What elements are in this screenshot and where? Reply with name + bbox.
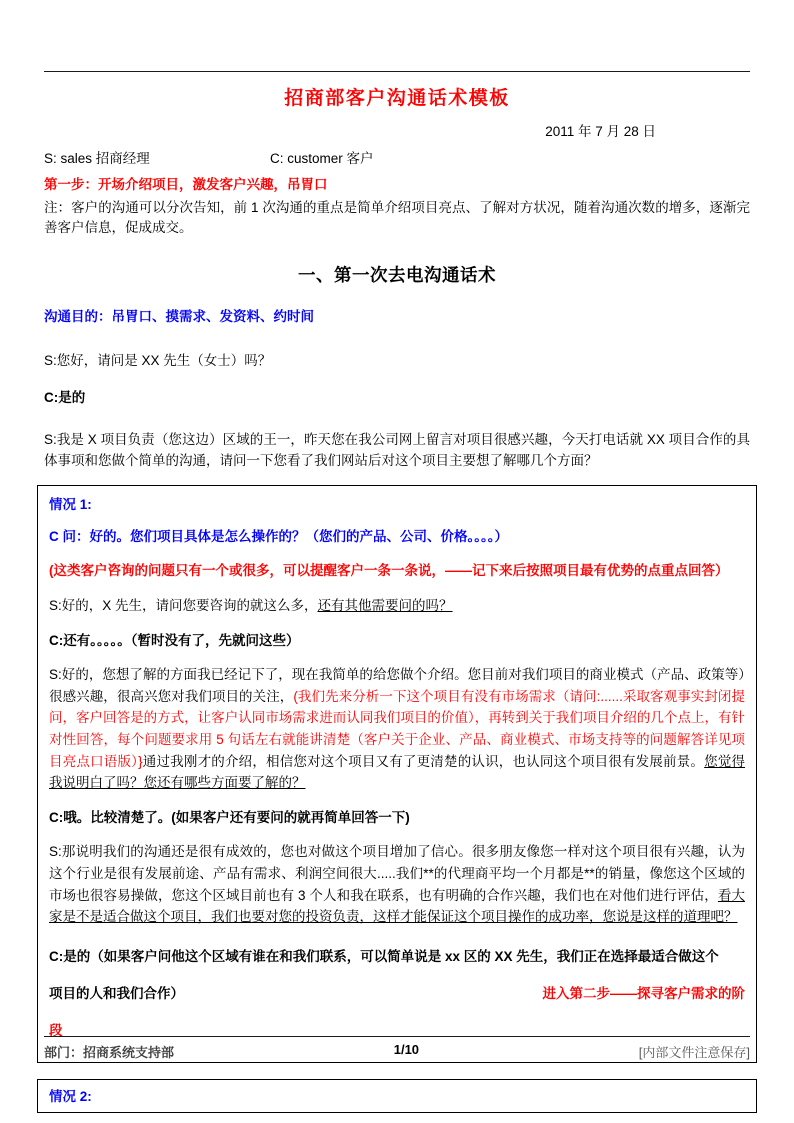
case-1-box: [37, 485, 757, 1063]
footer-notice: [内部文件注意保存]: [638, 1045, 750, 1060]
footer: [44, 1042, 750, 1061]
section-heading: 一、第一次去电沟通话术: [298, 264, 496, 285]
role-sales-label: S: sales 招商经理: [44, 151, 150, 166]
customer-reply-3-line-1: C:是的（如果客户问他这个区域有谁在和我们联系，可以简单说是 xx 区的 XX 先生，我们正在选择最适合做这个: [49, 948, 719, 964]
sales-reply-2-black-1: S:好的，您想了解的方面我已经记下了，现在我简单的给您做个介绍。您目前对我们项目的商业模式（产品、政策等）很感兴趣，很高兴您对我们项目的关注，: [49, 667, 745, 704]
sales-reply-1-text: S:好的，X 先生，请问您要咨询的就这么多，: [49, 598, 318, 614]
case-1-label: 情况 1:: [49, 496, 92, 512]
footer-department: 部门：招商系统支持部: [44, 1045, 175, 1060]
case-1-red-tip: (这类客户咨询的问题只有一个或很多，可以提醒客户一条一条说，——记下来后按照项目最有优势的点重点回答）: [49, 563, 729, 579]
page-total: /10: [400, 1042, 420, 1057]
sales-reply-3-text: S:那说明我们的沟通还是很有成效的，您也对做这个项目增加了信心。很多朋友像您一样对这个项目很有兴趣，认为这个行业是很有发展前途、产品有需求、利润空间很大.....我们**的代理商平均一个月都是**的销量，像您这个区域的市场也很容易操做，您这个区域目前也有 3 个人和我在联系，也有明确的合作兴趣，我们也在对他们进行评估，: [49, 844, 745, 903]
purpose-line: 沟通目的：吊胃口、摸需求、发资料、约时间: [44, 308, 314, 324]
next-step-note: 进入第二步——探寻客户需求的阶: [542, 985, 745, 1001]
footer-page-number: [394, 1042, 419, 1057]
note-paragraph: 注：客户的沟通可以分次告知，前 1 次沟通的重点是简单介绍项目亮点、了解对方状况，随着沟通次数的增多，逐渐完善客户信息，促成成交。: [44, 200, 750, 236]
role-customer-label: C: customer 客户: [270, 151, 374, 166]
case-2-box: [37, 1079, 757, 1113]
case-1-sales-reply-3: [49, 841, 745, 927]
document-title: 招商部客户沟通话术模板: [284, 88, 510, 109]
case-1-customer-question: C 问：好的。您们项目具体是怎么操作的？（您们的产品、公司、价格。。。。）: [49, 528, 508, 544]
sales-line-1: S:您好，请问是 XX 先生（女士）吗？: [44, 352, 272, 368]
step-one-heading: 第一步：开场介绍项目，激发客户兴趣，吊胃口: [44, 177, 328, 192]
case-1-customer-reply-1: C:还有。。。。。（暂时没有了，先就问这些）: [49, 632, 300, 648]
roles-legend: [44, 147, 750, 167]
next-step-note-wrap: 段: [49, 1022, 63, 1038]
customer-line-1: C:是的: [44, 390, 86, 406]
case-1-sales-reply-1: [49, 595, 745, 617]
customer-reply-3-line-2: [49, 975, 745, 1012]
case-2-label: 情况 2:: [49, 1088, 92, 1104]
page-current: 1: [393, 1042, 401, 1057]
document-date: 2011 年 7 月 28 日: [545, 124, 656, 139]
sales-reply-2-red: (我们先来分析一下这个项目有没有市场需求（请问:......采取客观事实封闭提问，客户回答是的方式，让客户认同市场需求进而认同我们项目的价值），再转到关于我们项目介绍的几个点上，有针对性回答，每个问题要求用 5 句话左右就能讲清楚（客户关于企业、产品、商业模式、市场支持等的问题解答详见项目亮点口语版）}: [49, 688, 746, 769]
case-1-customer-reply-2: C:哦。比较清楚了。(如果客户还有要问的就再简单回答一下): [49, 809, 410, 825]
document-body: [0, 83, 794, 1113]
sales-reply-2-black-2: 通过我刚才的介绍，相信您对这个项目又有了更清楚的认识，也认同这个项目很有发展前景。: [142, 753, 705, 769]
customer-reply-3-left: 项目的人和我们合作）: [49, 985, 184, 1001]
case-1-sales-reply-2: [49, 664, 745, 794]
sales-reply-2-underlined: 您觉得我说明白了吗？您还有哪些方面要了解的？: [49, 753, 746, 791]
sales-reply-1-underlined: 还有其他需要问的吗？: [317, 598, 453, 614]
case-1-customer-reply-3: [49, 938, 745, 1049]
header-rule: [44, 71, 750, 72]
sales-line-2: S:我是 X 项目负责（您这边）区域的王一，昨天您在我公司网上留言对项目很感兴趣，今天打电话就 XX 项目合作的具体事项和您做个简单的沟通，请问一下您看了我们网站后对这个项目主要想了解哪几个方面？: [44, 431, 750, 469]
footer-rule: [44, 1036, 750, 1037]
sales-reply-3-underlined: 看大家是不是适合做这个项目，我们也要对您的投资负责，这样才能保证这个项目操作的成功率，您说是这样的道理吧？: [49, 887, 746, 925]
